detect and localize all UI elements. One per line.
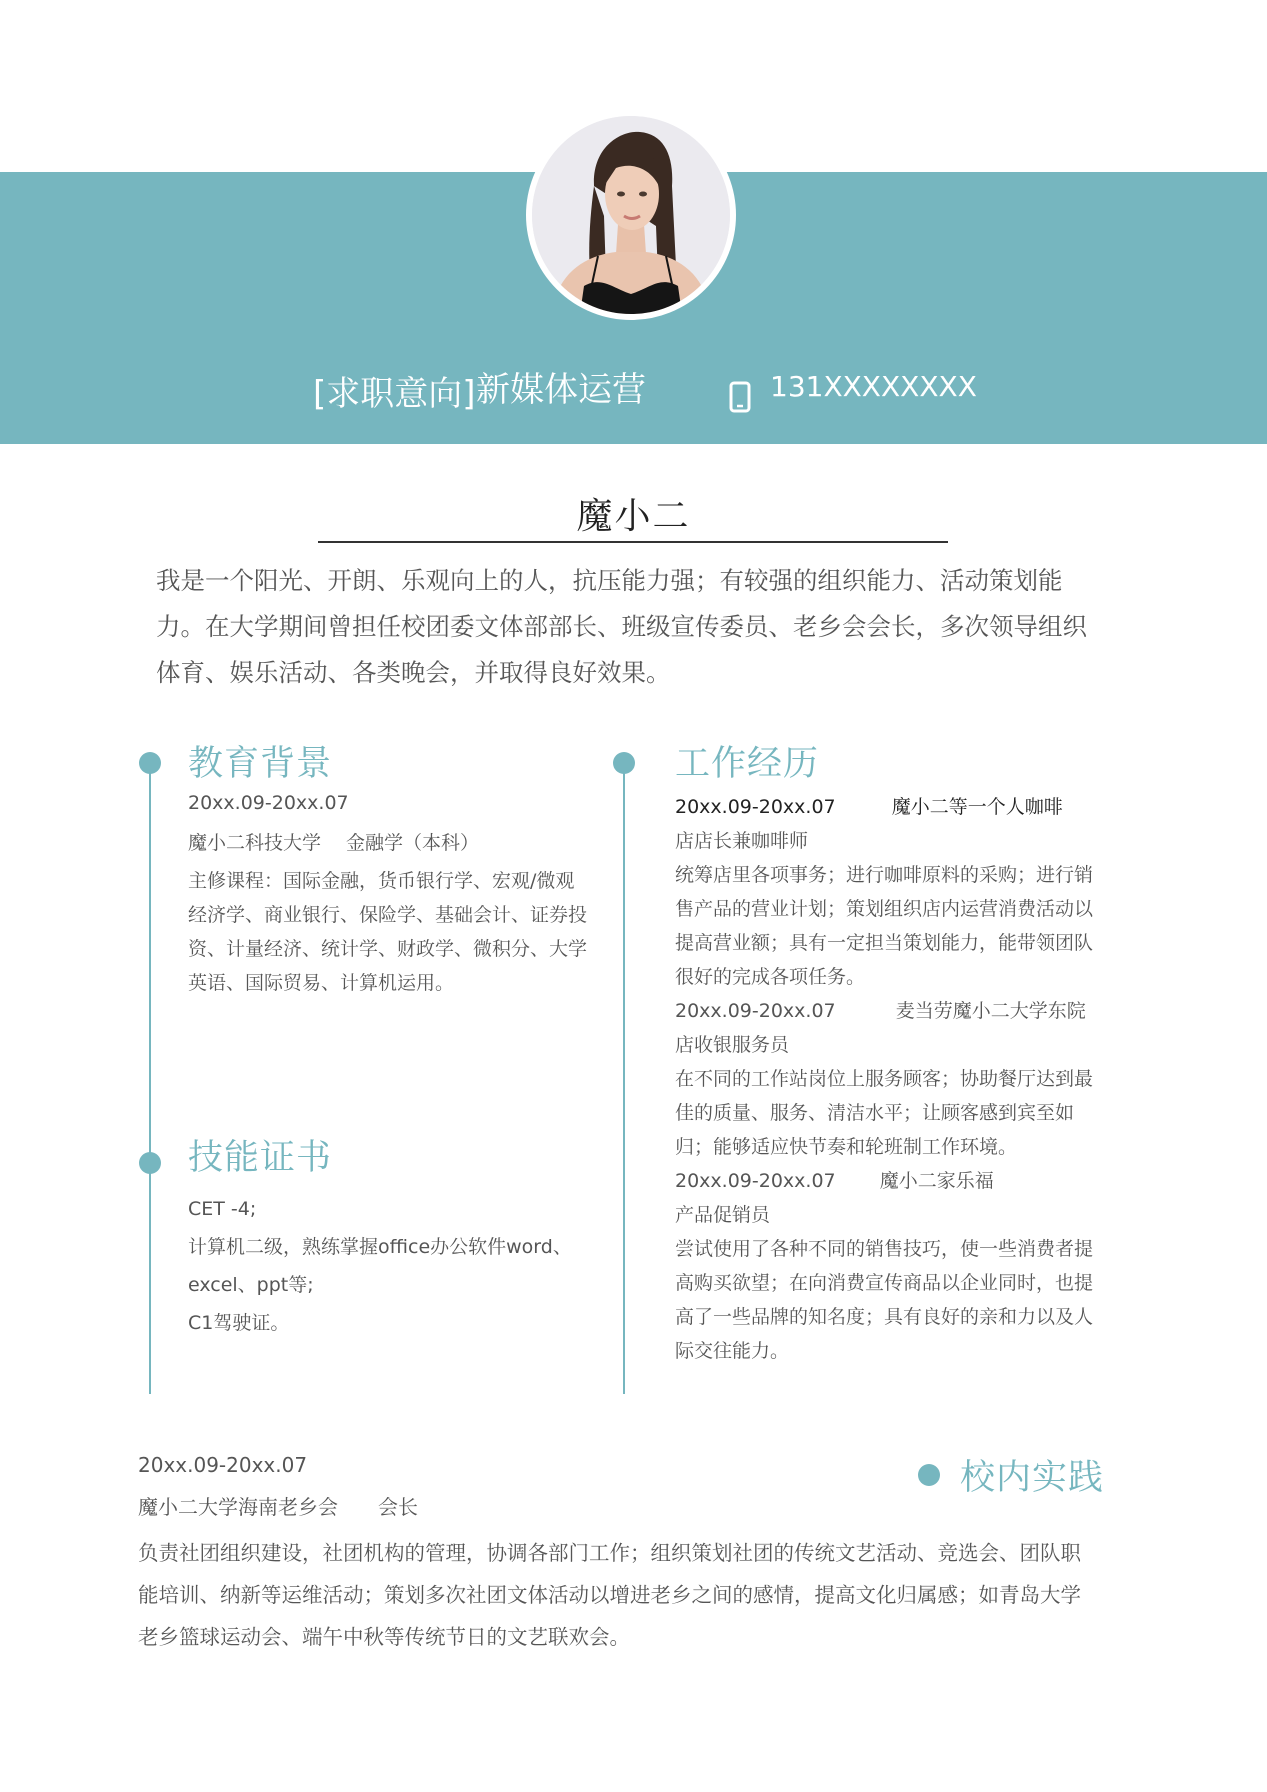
portrait-photo <box>532 116 730 314</box>
job-date: 20xx.09-20xx.07 <box>675 1000 836 1022</box>
job-description: 在不同的工作站岗位上服务顾客；协助餐厅达到最佳的质量、服务、清洁水平；让顾客感到宾至如归；能够适应快节奏和轮班制工作环境。 <box>675 1068 1094 1158</box>
work-job-2 <box>675 994 1095 1164</box>
campus-org: 魔小二大学海南老乡会 会长 <box>138 1495 418 1519</box>
work-job-1 <box>675 790 1095 994</box>
skills-list <box>188 1190 588 1342</box>
education-courses: 主修课程：国际金融，货币银行学、宏观/微观经济学、商业银行、保险学、基础会计、证券投资、计量经济、统计学、财政学、微积分、大学英语、国际贸易、计算机运用。 <box>188 870 588 994</box>
job-company: 魔小二等一个人咖啡 <box>891 796 1063 818</box>
work-title: 工作经历 <box>675 744 820 784</box>
job-position: 产品促销员 <box>675 1204 771 1226</box>
job-company: 魔小二家乐福 <box>879 1170 994 1192</box>
campus-description: 负责社团组织建设，社团机构的管理，协调各部门工作；组织策划社团的传统文艺活动、竞选会、团队职能培训、纳新等运维活动；策划多次社团文体活动以增进老乡之间的感情，提高文化归属感；如青岛大学老乡篮球运动会、端午中秋等传统节日的文艺联欢会。 <box>138 1541 1081 1649</box>
phone-number: 131XXXXXXXX <box>770 370 977 403</box>
job-company: 麦当劳魔小二大学东院 <box>895 1000 1086 1022</box>
skills-title: 技能证书 <box>188 1138 333 1178</box>
left-timeline-line <box>149 762 151 1394</box>
job-position: 店收银服务员 <box>675 1034 790 1056</box>
right-timeline-line <box>623 762 625 1394</box>
job-position: 店店长兼咖啡师 <box>675 830 809 852</box>
skill-item: CET -4; <box>188 1198 257 1220</box>
skill-item: 计算机二级，熟练掌握office办公软件word、excel、ppt等; <box>188 1236 572 1296</box>
candidate-name: 魔小二 <box>576 496 691 537</box>
education-dot-icon <box>139 752 161 774</box>
campus-title: 校内实践 <box>960 1458 1105 1498</box>
job-description: 统筹店里各项事务；进行咖啡原料的采购；进行销售产品的营业计划；策划组织店内运营消费活动以提高营业额；具有一定担当策划能力，能带领团队很好的完成各项任务。 <box>675 864 1094 988</box>
work-dot-icon <box>613 752 635 774</box>
job-description: 尝试使用了各种不同的销售技巧，使一些消费者提高购买欲望；在向消费宣传商品以企业同时，也提高了一些品牌的知名度；具有良好的亲和力以及人际交往能力。 <box>675 1238 1094 1362</box>
campus-dot-icon <box>918 1464 940 1486</box>
job-date: 20xx.09-20xx.07 <box>675 1170 836 1192</box>
name-underline <box>318 541 948 543</box>
education-date: 20xx.09-20xx.07 <box>188 792 349 814</box>
job-intent-value: 新媒体运营 <box>476 370 646 410</box>
skills-dot-icon <box>139 1152 161 1174</box>
education-school: 魔小二科技大学 金融学（本科） <box>188 832 480 854</box>
self-summary: 我是一个阳光、开朗、乐观向上的人，抗压能力强；有较强的组织能力、活动策划能力。在大学期间曾担任校团委文体部部长、班级宣传委员、老乡会会长，多次领导组织体育、娱乐活动、各类晚会，并取得良好效果。 <box>156 566 1087 687</box>
job-date: 20xx.09-20xx.07 <box>675 796 836 818</box>
work-job-3 <box>675 1164 1095 1368</box>
education-title: 教育背景 <box>188 744 333 784</box>
phone-icon <box>729 381 751 413</box>
job-intent-label: [求职意向] <box>313 374 476 414</box>
skill-item: C1驾驶证。 <box>188 1312 290 1334</box>
avatar <box>526 110 736 320</box>
campus-date: 20xx.09-20xx.07 <box>138 1453 308 1477</box>
